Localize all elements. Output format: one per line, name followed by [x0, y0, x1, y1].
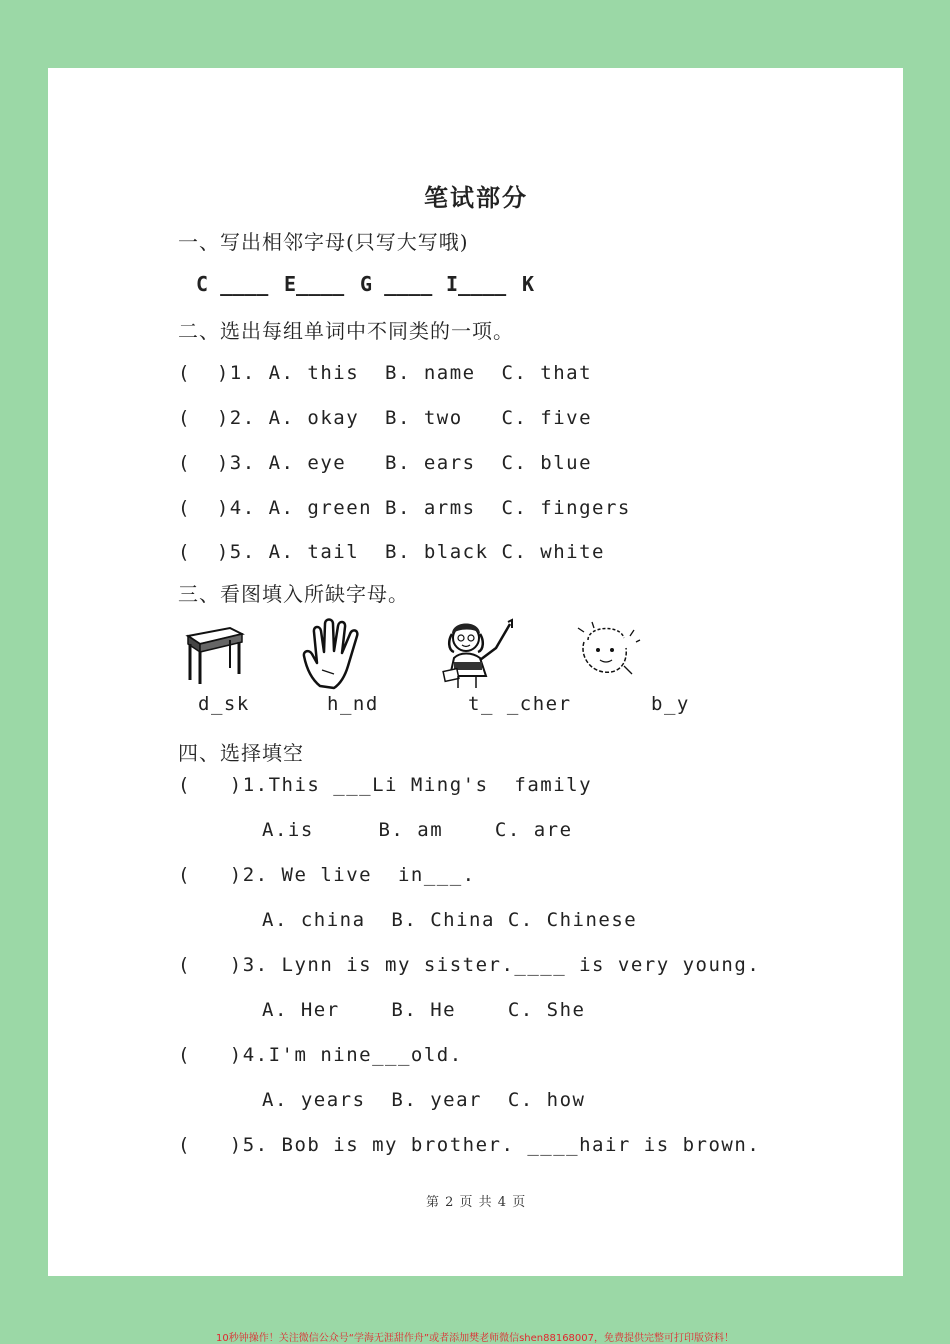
letter-i: I____ [446, 272, 507, 296]
word-hand: h_nd [327, 693, 379, 715]
question-4-options: A. years B. year C. how [262, 1089, 586, 1111]
section2-item: ( )2. A. okay B. two C. five [178, 407, 593, 429]
letter-g: G ____ [360, 272, 433, 296]
section2-item: ( )3. A. eye B. ears C. blue [178, 452, 593, 474]
letter-e: E____ [284, 272, 345, 296]
hand-icon [300, 618, 370, 690]
section4-heading: 四、选择填空 [178, 741, 304, 765]
section2-item: ( )5. A. tail B. black C. white [178, 541, 605, 563]
question-5: ( )5. Bob is my brother. ____hair is brown. [178, 1134, 761, 1156]
teacher-icon [440, 618, 518, 690]
question-4: ( )4.I'm nine___old. [178, 1044, 463, 1066]
section2-heading: 二、选出每组单词中不同类的一项。 [178, 319, 514, 343]
word-desk: d_sk [198, 693, 250, 715]
desk-icon [182, 622, 246, 688]
letter-k: K [522, 272, 535, 296]
letter-c: C ____ [196, 272, 269, 296]
question-3-options: A. Her B. He C. She [262, 999, 586, 1021]
question-1-options: A.is B. am C. are [262, 819, 573, 841]
question-1: ( )1.This ___Li Ming's family [178, 774, 593, 796]
section1-heading: 一、写出相邻字母(只写大写哦) [178, 230, 469, 254]
section2-item: ( )1. A. this B. name C. that [178, 362, 593, 384]
question-3: ( )3. Lynn is my sister.____ is very young. [178, 954, 761, 976]
section3-heading: 三、看图填入所缺字母。 [178, 582, 409, 606]
question-2: ( )2. We live in___. [178, 864, 476, 886]
worksheet-page [48, 68, 903, 1276]
page-title: 笔试部分 [424, 183, 528, 212]
promo-note: 10秒钟操作！关注微信公众号“学海无涯甜作舟”或者添加樊老师微信shen88168007，免费提供完整可打印版资料！ [215, 1333, 735, 1344]
word-teacher: t_ _cher [468, 693, 572, 715]
section2-item: ( )4. A. green B. arms C. fingers [178, 497, 631, 519]
boy-icon [574, 618, 642, 678]
page-footer: 第 2 页 共 4 页 [426, 1195, 527, 1210]
question-2-options: A. china B. China C. Chinese [262, 909, 638, 931]
word-boy: b_y [651, 693, 690, 715]
